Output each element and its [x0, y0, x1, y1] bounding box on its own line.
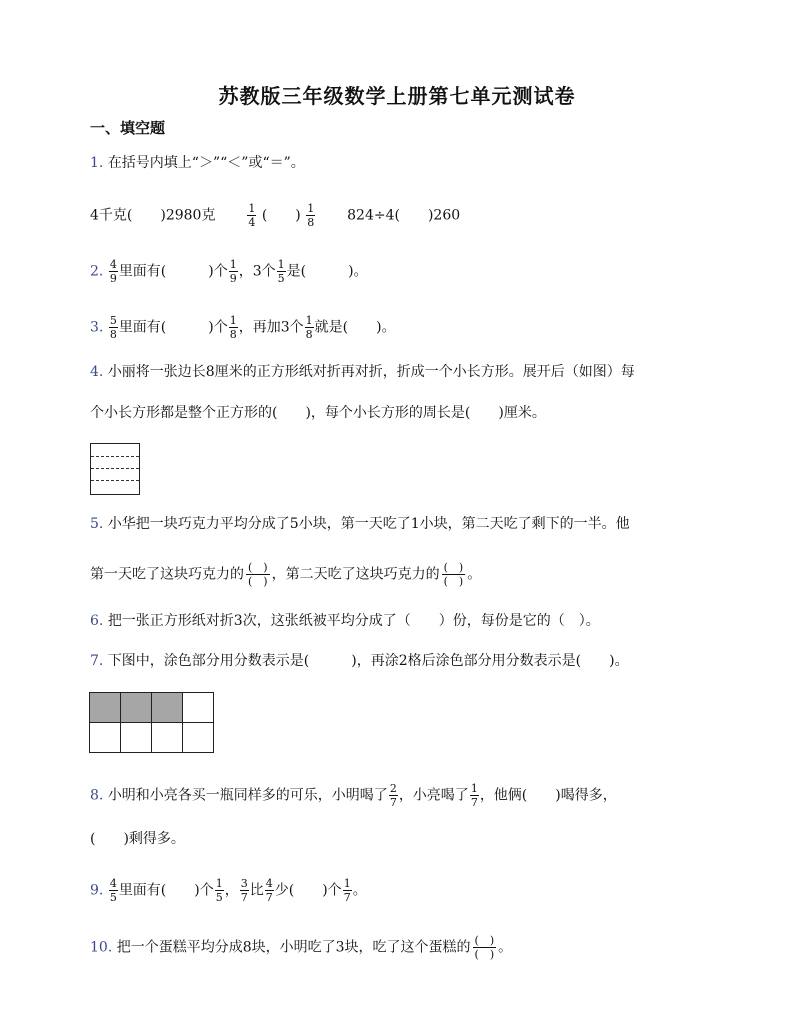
fraction: $\frac{1}{5}$ — [277, 258, 285, 285]
page-title: 苏教版三年级数学上册第七单元测试卷 — [218, 84, 576, 108]
question-1 — [90, 153, 305, 173]
answer-fraction-blank[interactable]: ( ) ( ) — [443, 561, 464, 588]
question-text: 是( )。 — [286, 263, 368, 280]
comparison-division: 824÷4( )260 — [347, 207, 461, 224]
question-number: 9. — [90, 882, 104, 899]
question-4-line-2 — [90, 403, 546, 423]
fraction: $\frac{4}{7}$ — [265, 877, 273, 904]
question-text: ，小亮喝了 — [398, 787, 469, 804]
fraction: $\frac{1}{5}$ — [215, 877, 223, 904]
question-text: 小丽将一张边长8厘米的正方形纸对折再对折，折成一个小长方形。展开后（如图）每 — [107, 364, 635, 380]
question-number: 6. — [90, 613, 104, 629]
fraction: $\frac{4}{9}$ — [109, 258, 117, 285]
question-number: 3. — [90, 319, 104, 336]
question-5-line-2 — [90, 561, 481, 588]
fraction: $\frac{1}{8}$ — [229, 314, 237, 341]
question-number: 8. — [90, 787, 104, 804]
fraction: $\frac{1}{7}$ — [343, 877, 351, 904]
question-text: 比 — [249, 882, 264, 899]
answer-fraction-blank[interactable]: ( ) ( ) — [248, 561, 268, 588]
question-text: ，3个 — [238, 263, 276, 280]
section-heading: 一、填空题 — [90, 119, 166, 137]
question-text: 下图中，涂色部分用分数表示是( )，再涂2格后涂色部分用分数表示是( )。 — [107, 653, 629, 669]
fraction: $\frac{4}{5}$ — [109, 877, 117, 904]
grid-cell — [183, 693, 214, 723]
question-text: 里面有( )个 — [118, 319, 228, 336]
grid-cell-shaded — [121, 693, 152, 723]
fraction: $\frac{1}{4}$ — [248, 202, 256, 229]
question-6 — [90, 611, 600, 631]
question-1-comparisons — [90, 202, 460, 229]
question-text: 里面有( )个 — [118, 263, 228, 280]
question-10 — [90, 934, 512, 961]
question-text: 。 — [352, 882, 367, 899]
question-number: 10. — [90, 939, 113, 956]
fold-line — [91, 480, 139, 481]
question-text: 个小长方形都是整个正方形的( )，每个小长方形的周长是( )厘米。 — [90, 405, 546, 421]
question-text: 。 — [498, 939, 513, 956]
question-text: ，他俩( )喝得多， — [479, 787, 617, 804]
question-text: 里面有( )个 — [118, 882, 214, 899]
grid-cell — [90, 723, 121, 753]
question-text: 小华把一块巧克力平均分成了5小块，第一天吃了1小块，第二天吃了剩下的一半。他 — [107, 516, 630, 532]
question-text: 就是( )。 — [314, 319, 396, 336]
question-2 — [90, 258, 368, 285]
fraction: $\frac{1}{9}$ — [229, 258, 237, 285]
question-text: ， — [224, 882, 239, 899]
answer-fraction-blank[interactable]: ( ) ( ) — [474, 934, 495, 961]
question-number: 2. — [90, 263, 104, 280]
fraction: $\frac{5}{8}$ — [109, 314, 117, 341]
question-text: ，再加3个 — [238, 319, 304, 336]
question-text: ，第二天吃了这块巧克力的 — [271, 566, 440, 583]
question-9 — [90, 877, 367, 904]
question-number: 5. — [90, 516, 104, 532]
question-text: 小明和小亮各买一瓶同样多的可乐，小明喝了 — [107, 787, 388, 804]
fraction: $\frac{2}{7}$ — [389, 782, 397, 809]
grid-cell — [183, 723, 214, 753]
folded-square-figure — [90, 443, 140, 495]
question-text: 把一个蛋糕平均分成8块，小明吃了3块，吃了这个蛋糕的 — [116, 939, 471, 956]
question-text: 。 — [467, 566, 482, 583]
question-4 — [90, 362, 635, 382]
grid-cell-shaded — [152, 693, 183, 723]
shaded-grid-figure — [89, 692, 214, 753]
fraction: $\frac{1}{7}$ — [470, 782, 478, 809]
question-number: 4. — [90, 364, 104, 380]
fold-line — [91, 456, 139, 457]
question-number: 1. — [90, 155, 104, 171]
question-text: 第一天吃了这块巧克力的 — [90, 566, 244, 583]
answer-blank[interactable]: ( ) — [261, 207, 301, 224]
grid-cell — [152, 723, 183, 753]
grid-cell — [121, 723, 152, 753]
fraction: $\frac{3}{7}$ — [240, 877, 248, 904]
question-8 — [90, 782, 617, 809]
question-5 — [90, 514, 630, 534]
comparison-mass: 4千克( )2980克 — [90, 207, 216, 224]
question-number: 7. — [90, 653, 104, 669]
question-text: ( )剩得多。 — [90, 831, 185, 847]
question-7 — [90, 651, 629, 671]
fraction: $\frac{1}{8}$ — [307, 202, 315, 229]
fold-line — [91, 468, 139, 469]
grid-cell-shaded — [90, 693, 121, 723]
question-text: 在括号内填上“＞”“＜”或“＝”。 — [107, 155, 305, 171]
question-text: 少( )个 — [274, 882, 342, 899]
fraction: $\frac{1}{8}$ — [305, 314, 313, 341]
question-3 — [90, 314, 396, 341]
question-text: 把一张正方形纸对折3次，这张纸被平均分成了（ ）份，每份是它的（ ）。 — [107, 613, 600, 629]
question-8-line-2 — [90, 829, 185, 849]
